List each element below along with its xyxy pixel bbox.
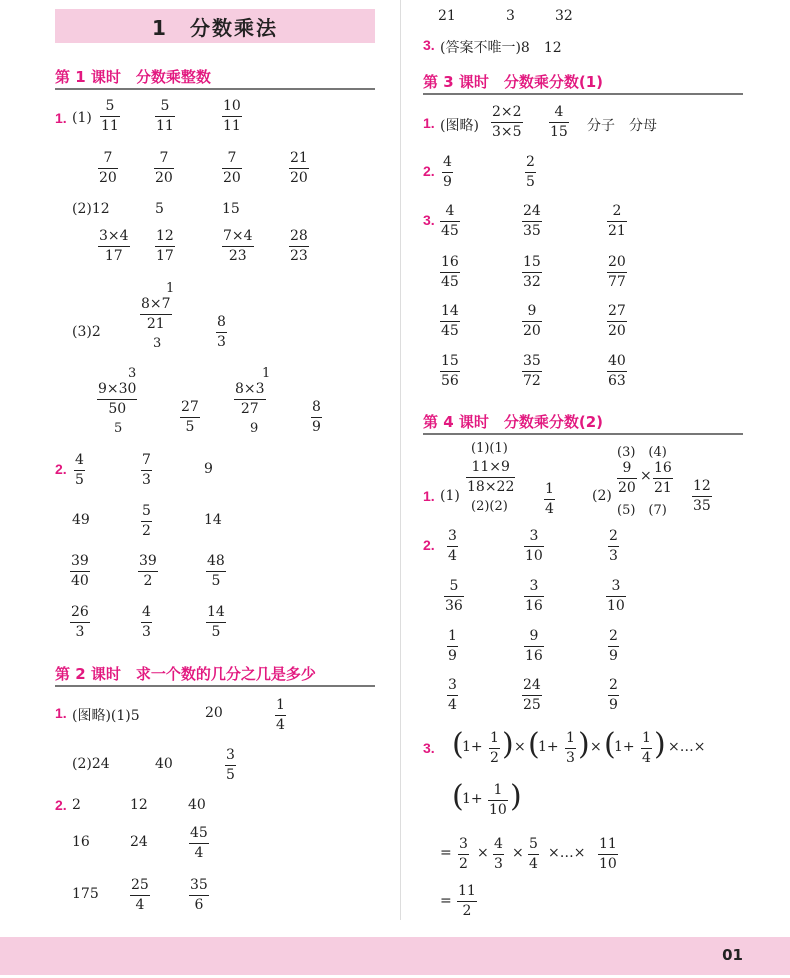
fraction: 26 3: [71, 604, 89, 640]
answer-value: 175: [72, 886, 99, 902]
l3-q1-number: 1.: [423, 115, 435, 131]
answer-value: 40: [155, 756, 173, 772]
fraction: 14 5: [207, 604, 225, 640]
answer-value: 12: [130, 797, 148, 813]
equals-sign: =: [440, 845, 452, 861]
cancel-mark: 3: [128, 366, 137, 381]
l1-q1-part2: (2)12: [72, 201, 110, 217]
fraction: 12 17: [156, 228, 174, 264]
fraction: 3 10: [607, 578, 625, 614]
fraction: 8 9: [312, 399, 321, 435]
fraction: 40 63: [608, 353, 626, 389]
fraction: 3×4 17: [99, 228, 129, 264]
fraction: 39 40: [71, 553, 89, 589]
times-sign: ×: [514, 739, 526, 755]
cancel-mark: 3: [153, 336, 162, 351]
fraction: 20 77: [608, 254, 626, 290]
fraction: 1 10: [489, 782, 507, 818]
answer-value: (2)24: [72, 756, 110, 772]
fraction: 4 5: [75, 452, 84, 488]
cancel-mark: (3) (4): [617, 445, 667, 460]
fraction: 4 45: [441, 203, 459, 239]
answer-value: 40: [188, 797, 206, 813]
answer-value: 32: [555, 8, 573, 24]
fraction: 3 4: [448, 677, 457, 713]
fraction: 3 5: [226, 747, 235, 783]
fraction: 16 45: [441, 254, 459, 290]
fraction: 9 16: [525, 628, 543, 664]
cancel-mark: (1)(1): [471, 441, 508, 456]
close-paren: ): [578, 727, 590, 762]
ellipsis-product: ×…×: [668, 739, 706, 755]
answer-value: (图略): [440, 118, 479, 134]
cancel-mark: 9: [250, 421, 259, 436]
times-sign: ×: [590, 739, 602, 755]
open-paren: (: [452, 727, 464, 762]
fraction: 1 9: [448, 628, 457, 664]
one-plus: 1+: [462, 739, 483, 755]
fraction: 8 3: [217, 314, 226, 350]
l3-q2-number: 2.: [423, 163, 435, 179]
lesson-4-rule: [423, 433, 743, 435]
fraction: 15 56: [441, 353, 459, 389]
l1-q1-number: 1.: [55, 110, 67, 126]
fraction: 24 35: [523, 203, 541, 239]
times-sign: ×: [512, 845, 524, 861]
one-plus: 1+: [614, 739, 635, 755]
fraction: 2 9: [609, 628, 618, 664]
fraction: 4 3: [142, 604, 151, 640]
fraction: 39 2: [139, 553, 157, 589]
fraction: 3 10: [525, 528, 543, 564]
l2-q1-number: 1.: [55, 705, 67, 721]
fraction: 1 2: [490, 730, 499, 766]
fraction: 4 3: [494, 836, 503, 872]
fraction: 10 11: [223, 98, 241, 134]
lesson-3-rule: [423, 93, 743, 95]
fraction: 5 36: [445, 578, 463, 614]
fraction: 1 4: [642, 730, 651, 766]
answer-value: 20: [205, 705, 223, 721]
fraction: 2×2 3×5: [492, 104, 522, 140]
fraction: 16 21: [654, 460, 672, 496]
times-sign: ×: [477, 845, 489, 861]
l1-q1-part3: (3)2: [72, 324, 101, 340]
final-answer-fraction: 11 2: [458, 883, 476, 919]
fraction: 4 15: [550, 104, 568, 140]
column-divider: [400, 0, 401, 920]
l4-q3-number: 3.: [423, 740, 435, 756]
fraction: 1 4: [276, 697, 285, 733]
lesson-3-title: 第 3 课时 分数乘分数(1): [423, 73, 604, 91]
cancel-mark: (5) (7): [617, 503, 667, 518]
fraction: 28 23: [290, 228, 308, 264]
fraction: 1 4: [545, 481, 554, 517]
page-number: 01: [722, 946, 743, 964]
answer-value: 2: [72, 797, 81, 813]
answer-value: 15: [222, 201, 240, 217]
fraction: 27 5: [181, 399, 199, 435]
fraction: 2 5: [526, 154, 535, 190]
fraction: 48 5: [207, 553, 225, 589]
fraction: 2 3: [609, 528, 618, 564]
open-paren: (: [528, 727, 540, 762]
fraction: 3 4: [448, 528, 457, 564]
answer-value: (图略)(1)5: [72, 708, 140, 724]
prev-q3-number: 3.: [423, 37, 435, 53]
open-paren: (: [452, 779, 464, 814]
answer-value: 9: [204, 461, 213, 477]
fraction: 2 21: [608, 203, 626, 239]
ellipsis-product: ×…×: [548, 845, 586, 861]
fraction: 7 20: [99, 150, 117, 186]
fraction: 5 11: [156, 98, 174, 134]
fraction: 3 2: [459, 836, 468, 872]
close-paren: ): [502, 727, 514, 762]
lesson-1-rule: [55, 88, 375, 90]
fraction: 4 9: [443, 154, 452, 190]
fraction: 5 2: [142, 503, 151, 539]
answer-value: 分子 分母: [587, 118, 657, 134]
fraction: 8×3 27: [235, 381, 265, 417]
answer-value: 49: [72, 512, 90, 528]
fraction: 14 45: [441, 303, 459, 339]
lesson-1-title: 第 1 课时 分数乘整数: [55, 68, 211, 86]
fraction: 8×7 21: [141, 296, 171, 332]
l4-q1-number: 1.: [423, 488, 435, 504]
fraction: 9×30 50: [98, 381, 137, 417]
answer-value: 5: [155, 201, 164, 217]
fraction: 9 20: [618, 460, 636, 496]
answer-value: 21: [438, 8, 456, 24]
fraction: 24 25: [523, 677, 541, 713]
answer-value: 14: [204, 512, 222, 528]
close-paren: ): [510, 779, 522, 814]
fraction: 7×4 23: [223, 228, 253, 264]
one-plus: 1+: [538, 739, 559, 755]
answer-value: 3: [506, 8, 515, 24]
cancel-mark: 1: [262, 366, 271, 381]
footer-band: [0, 937, 790, 975]
l4-q2-number: 2.: [423, 537, 435, 553]
l3-q3-number: 3.: [423, 212, 435, 228]
fraction: 7 20: [223, 150, 241, 186]
answer-value: (1): [440, 488, 460, 504]
fraction: 45 4: [190, 825, 208, 861]
l1-q1-part1: (1): [72, 110, 92, 126]
fraction: 7 20: [155, 150, 173, 186]
fraction: 1 3: [566, 730, 575, 766]
fraction: 12 35: [693, 478, 711, 514]
fraction: 5 11: [101, 98, 119, 134]
fraction: 5 4: [529, 836, 538, 872]
fraction: 7 3: [142, 452, 151, 488]
chapter-title: 1 分数乘法: [55, 9, 375, 43]
lesson-2-rule: [55, 685, 375, 687]
lesson-4-title: 第 4 课时 分数乘分数(2): [423, 413, 604, 431]
open-paren: (: [604, 727, 616, 762]
fraction: 25 4: [131, 877, 149, 913]
one-plus: 1+: [462, 791, 483, 807]
fraction: 27 20: [608, 303, 626, 339]
cancel-mark: 1: [166, 281, 175, 296]
equals-sign: =: [440, 893, 452, 909]
answer-value: (答案不唯一)8 12: [440, 40, 562, 56]
times-sign: ×: [640, 468, 652, 484]
answer-value: 16: [72, 834, 90, 850]
l1-q2-number: 2.: [55, 461, 67, 477]
fraction: 2 9: [609, 677, 618, 713]
answer-value: 24: [130, 834, 148, 850]
fraction: 21 20: [290, 150, 308, 186]
cancel-mark: 5: [114, 421, 123, 436]
answer-value: (2): [592, 488, 612, 504]
l2-q2-number: 2.: [55, 797, 67, 813]
fraction: 35 6: [190, 877, 208, 913]
lesson-2-title: 第 2 课时 求一个数的几分之几是多少: [55, 665, 316, 683]
fraction: 11×9 18×22: [467, 459, 515, 495]
fraction: 11 10: [599, 836, 617, 872]
close-paren: ): [654, 727, 666, 762]
fraction: 9 20: [523, 303, 541, 339]
fraction: 3 16: [525, 578, 543, 614]
cancel-mark: (2)(2): [471, 499, 508, 514]
fraction: 15 32: [523, 254, 541, 290]
fraction: 35 72: [523, 353, 541, 389]
